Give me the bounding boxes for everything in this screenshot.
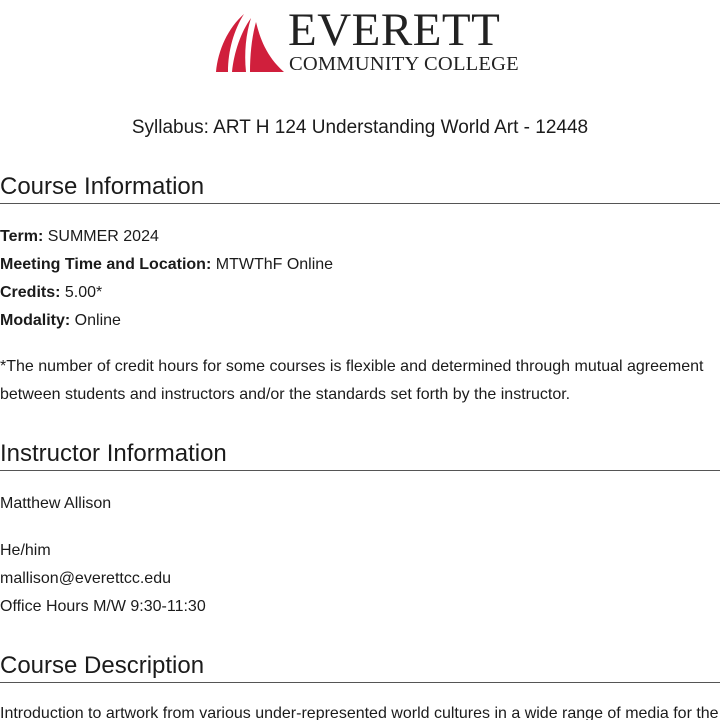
course-description-text: Introduction to artwork from various under-represented world cultures in a wide range of media for the — [0, 705, 719, 720]
modality-value: Online — [74, 312, 121, 329]
meeting-label: Meeting Time and Location: — [0, 256, 212, 273]
modality-row — [0, 310, 720, 332]
course-information-heading: Course Information — [0, 172, 720, 204]
credits-label: Credits: — [0, 284, 61, 301]
logo-subtitle: COMMUNITY COLLEGE — [289, 53, 519, 75]
logo-mark-icon — [214, 12, 284, 74]
syllabus-title: Syllabus: ART H 124 Understanding World Art - 12448 — [131, 117, 589, 138]
course-description-heading: Course Description — [0, 651, 720, 683]
meeting-value: MTWThF Online — [215, 256, 334, 273]
instructor-name: Matthew Allison — [0, 495, 112, 512]
logo-wordmark: EVERETT — [288, 4, 501, 56]
modality-label: Modality: — [0, 312, 71, 329]
instructor-information-heading: Instructor Information — [0, 439, 720, 471]
credits-value: 5.00* — [64, 284, 103, 301]
instructor-email: mallison@everettcc.edu — [0, 570, 171, 587]
term-label: Term: — [0, 228, 44, 245]
meeting-row — [0, 254, 720, 276]
college-logo — [214, 4, 519, 76]
instructor-pronouns: He/him — [0, 542, 51, 559]
instructor-office-hours: Office Hours M/W 9:30-11:30 — [0, 598, 206, 615]
term-value: SUMMER 2024 — [47, 228, 159, 245]
credit-hours-note: *The number of credit hours for some courses is flexible and determined through mutual agreement between students and instructors and/or the standards set forth by the instructor. — [0, 358, 704, 403]
credits-row — [0, 282, 720, 304]
term-row — [0, 226, 720, 248]
